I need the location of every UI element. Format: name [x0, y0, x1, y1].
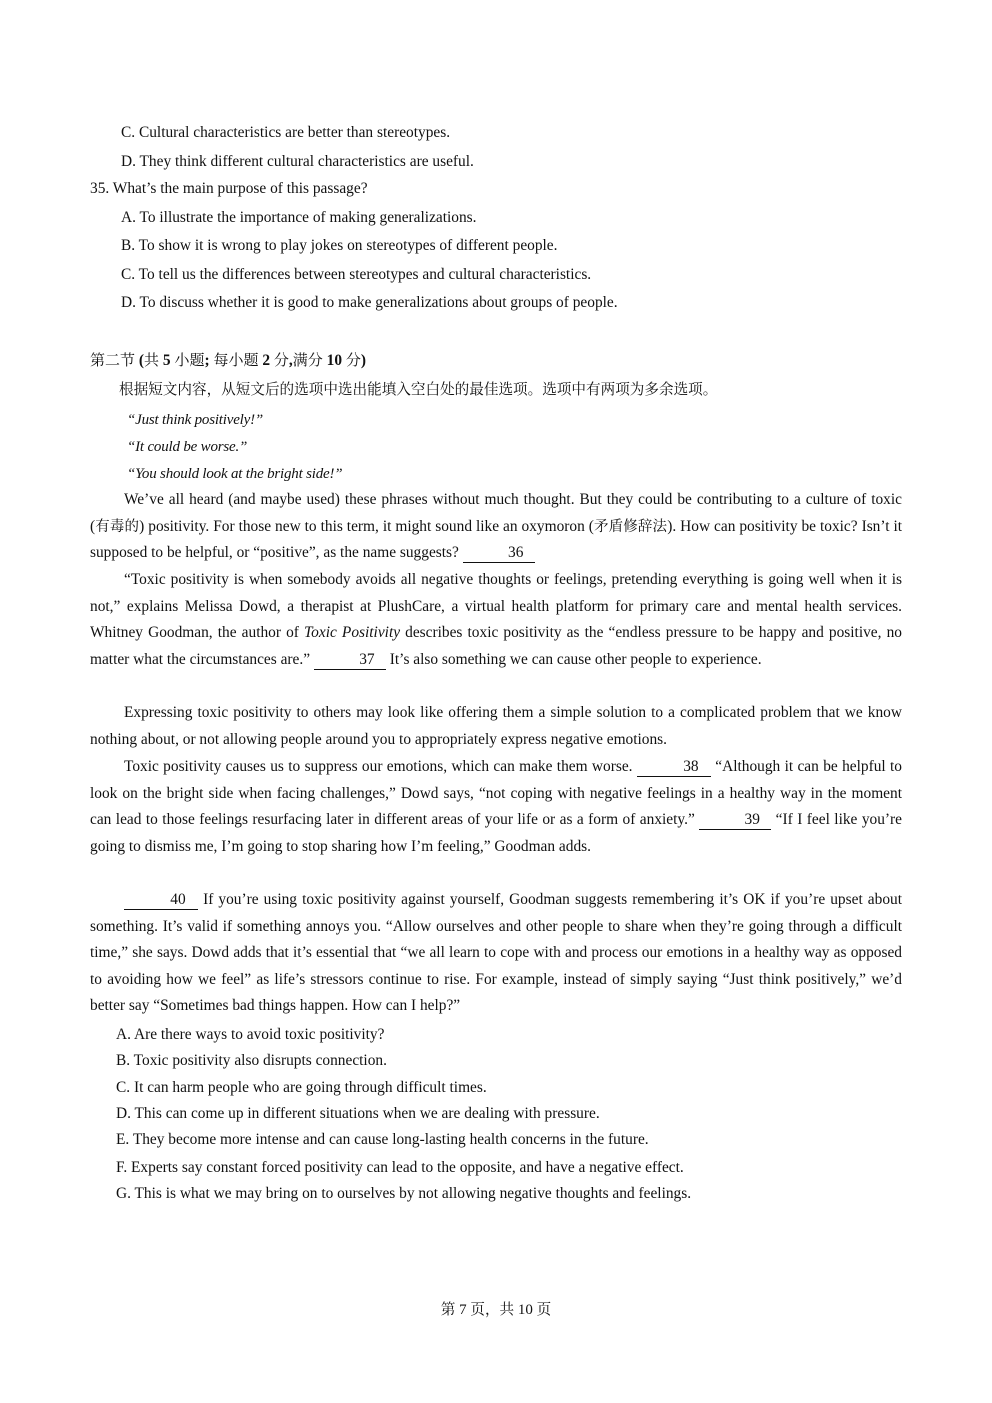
quote-3: “You should look at the bright side!”	[127, 466, 343, 482]
quote-1: “Just think positively!”	[127, 412, 264, 428]
passage-paragraph-4: Toxic positivity causes us to suppress our emotions, which can make them worse. 38 “Although it can be helpful to look on the bright side when facing challenges,” Dowd says, “not coping with negative feelings in a healthy way in the moment can lead to those feelings resurfacing later in different areas of your life or as a form of anxiety.” 39 “If I feel like you’re going to dismiss me, I’m going to stop sharing how I’m feeling,” Goodman adds.	[90, 758, 902, 855]
choice-c: C. It can harm people who are going through difficult times.	[116, 1079, 487, 1096]
blank-40[interactable]: 40	[124, 891, 198, 910]
choice-d: D. This can come up in different situations when we are dealing with pressure.	[116, 1105, 600, 1122]
section-title: 第二节 (共 5 小题; 每小题 2 分,满分 10 分)	[90, 351, 367, 369]
page-footer: 第 7 页，共 10 页	[440, 1301, 552, 1318]
page-number: 7	[459, 1302, 467, 1318]
quote-2: “It could be worse.”	[127, 439, 248, 455]
q35-option-c: C. To tell us the differences between stereotypes and cultural characteristics.	[121, 266, 592, 283]
passage-paragraph-2: “Toxic positivity is when somebody avoids all negative thoughts or feelings, pretending everything is going well when it is not,” explains Melissa Dowd, a therapist at PlushCare, a virtual health platform for primary care and mental health services. Whitney Goodman, the author of Toxic Positivity describes toxic positivity as the “endless pressure to be happy and positive, no matter what the circumstances are.” 37 It’s also something we can cause other people to experience.	[90, 571, 902, 668]
q35-stem: 35. What’s the main purpose of this passage?	[90, 180, 368, 197]
q34-option-d: D. They think different cultural characteristics are useful.	[121, 153, 474, 170]
q35-option-d: D. To discuss whether it is good to make generalizations about groups of people.	[121, 294, 618, 311]
choice-f: F. Experts say constant forced positivity can lead to the opposite, and have a negative effect.	[116, 1159, 684, 1176]
page-total: 10	[517, 1302, 533, 1318]
choice-g: G. This is what we may bring on to ourselves by not allowing negative thoughts and feelings.	[116, 1185, 692, 1202]
q35-option-a: A. To illustrate the importance of making generalizations.	[121, 209, 477, 226]
blank-38[interactable]: 38	[637, 758, 711, 777]
passage-paragraph-3: Expressing toxic positivity to others may look like offering them a simple solution to a complicated problem that we know nothing about, or not allowing people around you to appropriately express negative emotions.	[90, 704, 902, 748]
blank-37[interactable]: 37	[314, 651, 386, 670]
book-title: Toxic Positivity	[304, 624, 401, 642]
section-instruction: 根据短文内容，从短文后的选项中选出能填入空白处的最佳选项。选项中有两项为多余选项。	[119, 381, 718, 398]
choice-e: E. They become more intense and can cause long-lasting health concerns in the future.	[116, 1131, 649, 1148]
choice-b: B. Toxic positivity also disrupts connection.	[116, 1052, 387, 1069]
q34-option-c: C. Cultural characteristics are better than stereotypes.	[121, 124, 451, 141]
q35-option-b: B. To show it is wrong to play jokes on stereotypes of different people.	[121, 237, 558, 254]
choice-a: A. Are there ways to avoid toxic positivity?	[116, 1026, 385, 1043]
blank-36[interactable]: 36	[463, 544, 535, 563]
blank-39[interactable]: 39	[699, 811, 771, 830]
passage-paragraph-1: We’ve all heard (and maybe used) these phrases without much thought. But they could be contributing to a culture of toxic (有毒的) positivity. For those new to this term, it might sound like an oxymoron (矛盾修辞法). How can positivity be toxic? Isn’t it supposed to be helpful, or “positive”, as the name suggests? 36	[90, 491, 903, 562]
passage-paragraph-5: 40 If you’re using toxic positivity against yourself, Goodman suggests remembering it’s OK if you’re upset about something. It’s valid if something annoys you. “Allow ourselves and other people to share when they’re going through a difficult time,” she says. Dowd adds that it’s essential that “we all learn to cope with and process our emotions in a healthy way as opposed to avoiding how we feel” as life’s stressors continue to rise. For example, instead of simply saying “Just think positively,” we’d better say “Sometimes bad things happen. How can I help?”	[90, 891, 902, 1015]
